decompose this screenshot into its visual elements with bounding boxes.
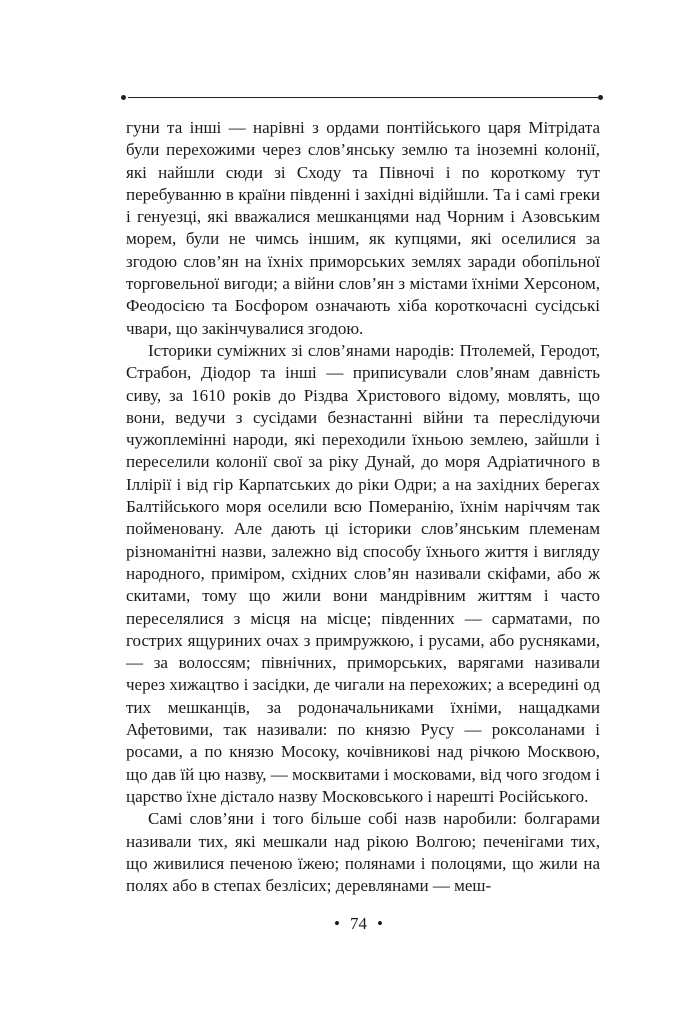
header-ornament-left-dot (121, 95, 126, 100)
page-number: 74 (350, 914, 367, 933)
body-text (126, 117, 600, 897)
footer-bullet-left: • (334, 914, 340, 933)
paragraph-3: Самі слов’яни і того більше собі назв наробили: болгарами називали тих, які мешкали над рікою Волгою; печенігами тих, що живилися печеною їжею; полянами і полоцями, що жили на полях або в степах безлісих; деревлянами — меш- (126, 809, 600, 896)
footer-bullet-right: • (377, 914, 383, 933)
header-rule (128, 97, 598, 98)
paragraph-1: гуни та інші — нарівні з ордами понтійського царя Мітрідата були перехожими через слов’янську землю та іноземні колонії, які найшли сюди зі Сходу та Півночі і по короткому тут перебуванню в країни південні і західні відійшли. Та і самі греки і генуезці, які вважалися мешканцями над Чорним і Азовським морем, були не чимсь іншим, як купцями, які оселилися за згодою слов’ян на їхніх приморських землях заради обопільної торговельної вигоди; а війни слов’ян з містами їхніми Херсоном, Феодосією та Босфором означають хіба короткочасні сусідські чвари, що закінчувалися згодою. (126, 118, 600, 338)
page-footer (0, 913, 683, 935)
paragraph-2: Історики суміжних зі слов’янами народів: Птолемей, Геродот, Страбон, Діодор та інші — приписували слов’янам давність сиву, за 1610 років до Різдва Христового відому, мовлять, що вони, ведучи з сусідами безнастанні війни та переслідуючи чужоплемінні народи, які переходили їхньою землею, зайшли і переселили колонії свої за ріку Дунай, до моря Адріатичного в Іллірії і від гір Карпатських до ріки Одри; а на західних берегах Балтійського моря оселили всю Померанію, їхнім наріччям так пойменовану. Але дають ці історики слов’янським племенам різноманітні назви, залежно від способу їхнього життя і вигляду народного, приміром, східних слов’ян називали скіфами, або ж скитами, тому що жили вони мандрівним життям і часто переселялися з місця на місце; південних — сарматами, по гострих ящуриних очах з примружкою, і русами, або русняками, — за волоссям; північних, приморських, варягами називали через хижацтво і засідки, де чигали на перехожих; а всередині од тих мешканців, за родоначальниками їхніми, нащадками Афетовими, так називали: по князю Русу — роксоланами і росами, а по князю Мосоку, кочівникові над річкою Москвою, що дав їй цю назву, — москвитами і московами, від чого згодом і царство їхне дістало назву Московського і нарешті Російського. (126, 340, 600, 806)
header-ornament-right-dot (598, 95, 603, 100)
